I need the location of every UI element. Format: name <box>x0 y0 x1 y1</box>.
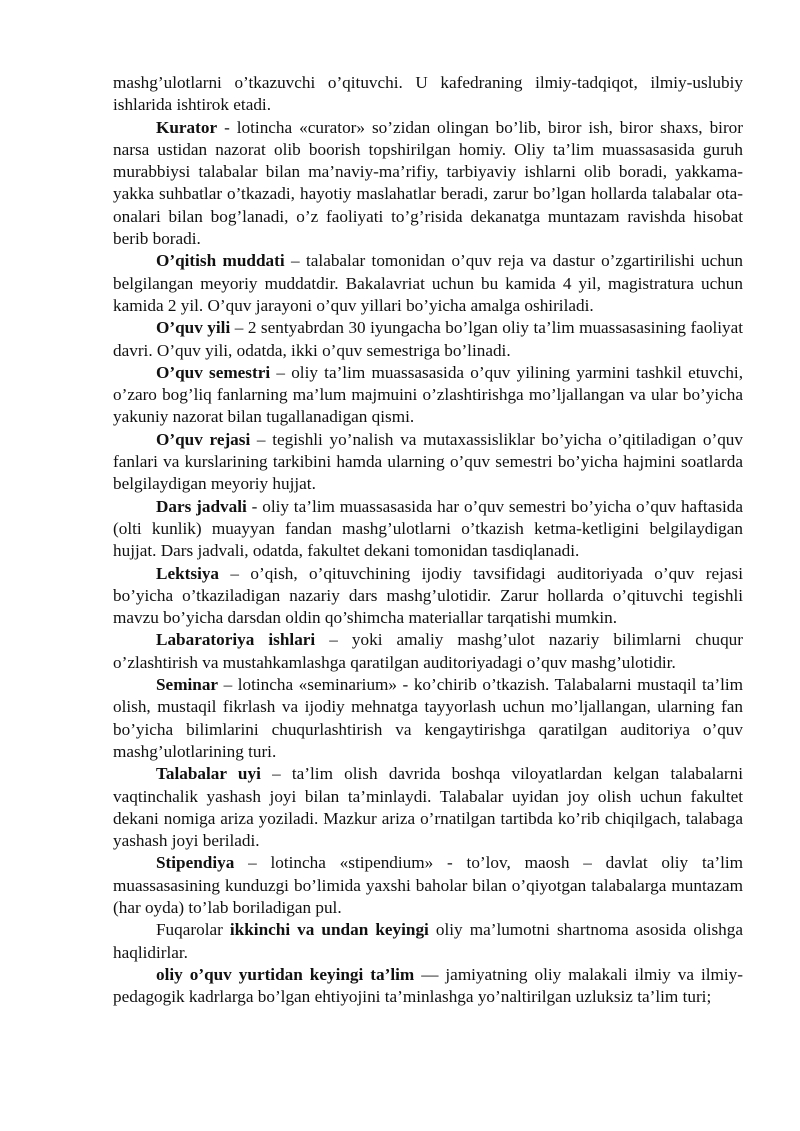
paragraph-prefix: Fuqarolar <box>156 920 230 940</box>
paragraph-labaratoriya-ishlari <box>113 629 743 674</box>
definition-oquv-semestri: – oliy ta’lim muassasasida o’quv yilining yarmini tashkil etuvchi, o’zaro bog’liq fanlarning ma’lum majmuini o’zlashtirishga mo’ljallangan va ular bo’yicha yakuniy nazorat bilan tugallanadigan qismi. <box>113 362 743 427</box>
term-talabalar-uyi: Talabalar uyi <box>156 764 261 784</box>
paragraph-oquv-yili <box>113 317 743 362</box>
paragraph-oquv-semestri <box>113 362 743 429</box>
definition-kurator: - lotincha «curator» so’zidan olingan bo’lib, biror ish, biror shaxs, biror narsa ustidan nazorat olib boorish topshirilgan homiy. Oliy ta’lim muassasasida guruh murabbiysi talabalar bilan ma’naviy-ma’rifiy, tarbiyaviy ishlarni olib boradi, yakkama-yakka suhbatlar o’tkazadi, hayotiy maslahatlar beradi, zarur bo’lgan hollarda talabalar ota-onalari bilan bog’lanadi, o’z faoliyati to’g’risida dekanatga muntazam ravishda hisobat berib boradi. <box>113 117 743 249</box>
term-oquv-semestri: O’quv semestri <box>156 362 271 382</box>
paragraph-oliy-oquv-yurtidan-keyingi-talim <box>113 964 743 1009</box>
paragraph-kurator <box>113 117 743 251</box>
paragraph-oqitish-muddati <box>113 250 743 317</box>
definition-labaratoriya-ishlari: – yoki amaliy mashg’ulot nazariy bilimlarni chuqur o’zlashtirish va mustahkamlashga qaratilgan auditoriyadagi o’quv mashg’ulotidir. <box>113 630 743 672</box>
paragraph-continuation <box>113 72 743 117</box>
paragraph-talabalar-uyi <box>113 763 743 852</box>
definition-oquv-yili: – 2 sentyabrdan 30 iyungacha bo’lgan oliy ta’lim muassasasining faoliyat davri. O’quv yili, odatda, ikki o’quv semestriga bo’linadi. <box>113 318 743 360</box>
term-kurator: Kurator <box>156 117 218 137</box>
paragraph-lektsiya <box>113 563 743 630</box>
definition-talabalar-uyi: – ta’lim olish davrida boshqa viloyatlardan kelgan talabalarni vaqtinchalik yashash joyi bilan ta’minlaydi. Talabalar uyidan joy olish uchun fakultet dekani nomiga ariza yoziladi. Mazkur ariza o’rnatilgan tartibda ko’rib chiqilgach, talabaga yashash joyi beriladi. <box>113 764 743 851</box>
definition-stipendiya: – lotincha «stipendium» - to’lov, maosh – davlat oliy ta’lim muassasasining kunduzgi bo’limida yaxshi baholar bilan o’qiyotgan talabalarga muntazam (har oyda) to’lab boriladigan pul. <box>113 853 743 917</box>
term-stipendiya: Stipendiya <box>156 853 235 873</box>
term-labaratoriya-ishlari: Labaratoriya ishlari <box>156 630 316 650</box>
definition-ikkinchi-va-undan-keyingi: oliy ma’lumotni shartnoma asosida olishga haqlidirlar. <box>113 920 743 962</box>
definition-oliy-oquv-yurtidan-keyingi-talim: — jamiyatning oliy malakali ilmiy va ilmiy-pedagogik kadrlarga bo’lgan ehtiyojini ta’minlashga yo’naltirilgan uzluksiz ta’lim turi; <box>113 964 743 1007</box>
paragraph-dars-jadvali <box>113 496 743 563</box>
paragraph-stipendiya <box>113 852 743 919</box>
paragraph-seminar <box>113 674 743 763</box>
term-seminar: Seminar <box>156 675 219 695</box>
definition-seminar: – lotincha «seminarium» - ko’chirib o’tkazish. Talabalarni mustaqil ta’lim olish, mustaqil fikrlash va ijodiy mehnatga tayyorlash uchun mo’ljallangan, ularning fan bo’yicha bilimlarini chuqurlashtirish va kengaytirishga qaratilgan auditoriya o’quv mashg’ulotlarining turi. <box>113 675 743 761</box>
definition-lektsiya: – o’qish, o’qituvchining ijodiy tavsifidagi auditoriyada o’quv rejasi bo’yicha o’tkaziladigan nazariy dars mashg’ulotidir. Zarur hollarda o’qituvchi tegishli mavzu bo’yicha darsdan oldin qo’shimcha materiallar tarqatishi mumkin. <box>113 563 743 628</box>
term-oquv-rejasi: O’quv rejasi <box>156 429 251 449</box>
definition-oquv-rejasi: – tegishli yo’nalish va mutaxassisliklar bo’yicha o’qitiladigan o’quv fanlari va kurslarining tarkibini hamda ularning o’quv semestri bo’yicha hajmini soatlarda belgilaydigan meyoriy hujjat. <box>113 429 743 494</box>
paragraph-oquv-rejasi <box>113 429 743 496</box>
definition-dars-jadvali: - oliy ta’lim muassasasida har o’quv semestri bo’yicha o’quv haftasida (olti kunlik) muayyan fandan mashg’ulotlarni o’tkazish ketma-ketligini belgilaydigan hujjat. Dars jadvali, odatda, fakultet dekani tomonidan tasdiqlanadi. <box>113 496 744 561</box>
term-ikkinchi-va-undan-keyingi: ikkinchi va undan keyingi <box>229 920 429 940</box>
term-oquv-yili: O’quv yili <box>156 318 231 338</box>
definition-oqitish-muddati: – talabalar tomonidan o’quv reja va dastur o’zgartirilishi uchun belgilangan meyoriy muddatdir. Bakalavriat uchun bu kamida 4 yil, magistratura uchun kamida 2 yil. O’quv jarayoni o’quv yillari bo’yicha amalga oshiriladi. <box>113 251 744 315</box>
document-page <box>113 72 743 1008</box>
term-dars-jadvali: Dars jadvali <box>156 496 247 516</box>
term-lektsiya: Lektsiya <box>156 563 220 583</box>
term-oqitish-muddati: O’qitish muddati <box>156 251 285 271</box>
paragraph-fuqarolar <box>113 919 743 964</box>
term-oliy-oquv-yurtidan-keyingi-talim: oliy o’quv yurtidan keyingi ta’lim <box>156 964 415 984</box>
paragraph-text: mashg’ulotlarni o’tkazuvchi o’qituvchi. U kafedraning ilmiy-tadqiqot, ilmiy-uslubiy ishlarida ishtirok etadi. <box>113 73 743 115</box>
